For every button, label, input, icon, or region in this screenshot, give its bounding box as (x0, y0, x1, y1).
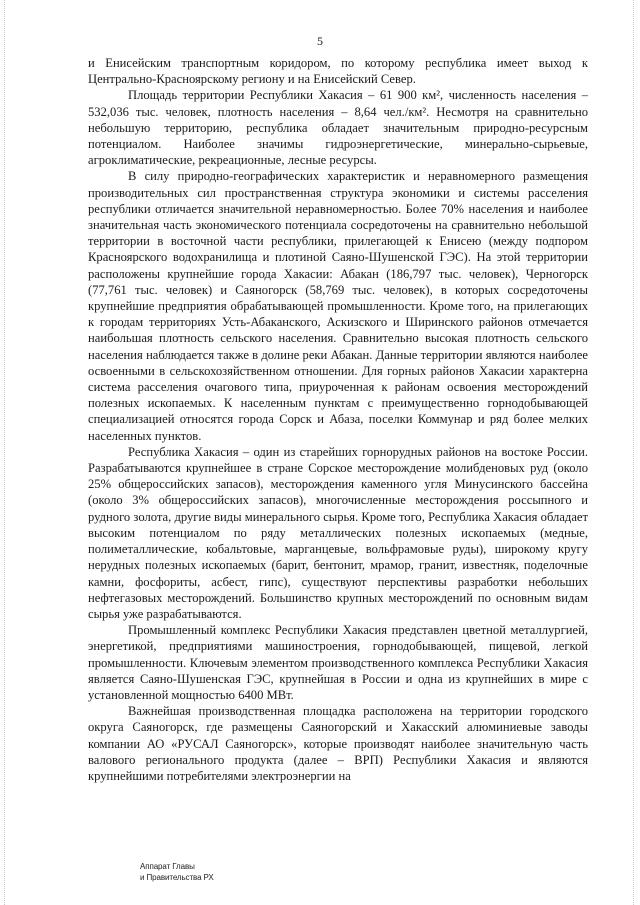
paragraph-1: и Енисейским транспортным коридором, по которому республика имеет выход к Центрально-Красноярскому региону и на Енисейский Север. (88, 56, 588, 87)
footer-stamp (140, 861, 214, 883)
document-body (88, 55, 588, 784)
scan-edge-left (4, 0, 5, 905)
paragraph-2: Площадь территории Республики Хакасия – 61 900 км², численность населения – 532,036 тыс. человек, плотность населения – 8,64 чел./км². Несмотря на сравнительно небольшую территорию, республика обладает значительным природно-ресурсным потенциалом. Наиболее значимы гидроэнергетические, минерально-сырьевые, агроклиматические, рекреационные, лесные ресурсы. (88, 88, 588, 168)
stamp-line-1: Аппарат Главы (140, 862, 195, 871)
page-number: 5 (317, 34, 323, 48)
paragraph-4: Республика Хакасия – один из старейших горнорудных районов на востоке России. Разрабатываются крупнейшее в стране Сорское месторождение молибденовых руд (около 25% общероссийских запасов), месторождения каменного угля Минусинского бассейна (около 3% общероссийских запасов), многочисленные месторождения россыпного и рудного золота, другие виды минерального сырья. Кроме того, Республика Хакасия обладает высоким потенциалом по ряду металлических полезных ископаемых (медные, полиметаллические, кобальтовые, марганцевые, вольфрамовые руды), широкому кругу нерудных полезных ископаемых (барит, бентонит, мрамор, гранит, известняк, поделочные камни, фосфориты, асбест, гипс), существуют перспективы разработки небольших нефтегазовых месторождений. Большинство крупных месторождений по основным видам сырья уже разрабатываются. (88, 444, 588, 621)
paragraph-5: Промышленный комплекс Республики Хакасия представлен цветной металлургией, энергетикой, предприятиями машиностроения, горнодобывающей, пищевой, легкой промышленности. Ключевым элементом производственного комплекса Республики Хакасия является Саяно-Шушенская ГЭС, крупнейшая в России и одна из крупнейших в мире с установленной мощностью 6400 МВт. (88, 623, 588, 702)
scan-edge-right (633, 0, 634, 905)
stamp-line-2: и Правительства РХ (140, 873, 214, 882)
paragraph-3: В силу природно-географических характеристик и неравномерного размещения производительных сил пространственная структура экономики и системы расселения республики отличается значительной неравномерностью. Более 70% населения и наиболее значительная часть экономического потенциала сосредоточены на сравнительно небольшой территории в восточной части республики, прилегающей к Енисею (между подпором Красноярского водохранилища и плотиной Саяно-Шушенской ГЭС). На этой территории расположены крупнейшие города Хакасии: Абакан (186,797 тыс. человек), Черногорск (77,761 тыс. человек) и Саяногорск (58,769 тыс. человек), в которых сосредоточены крупнейшие предприятия обрабатывающей промышленности. Кроме того, на прилегающих к городам территориях Усть-Абаканского, Аскизского и Ширинского районов отмечается наибольшая плотность сельского населения. Сравнительно высокая плотность сельского населения наблюдается также в долине реки Абакан. Данные территории являются наиболее освоенными в сельскохозяйственном отношении. Для горных районов Хакасии характерна система расселения очагового типа, приуроченная к районам освоения месторождений полезных ископаемых. К населенным пунктам с преимущественно горнодобывающей специализацией относятся города Сорск и Абаза, поселки Коммунар и ряд более мелких населенных пунктов. (88, 169, 588, 443)
paragraph-6: Важнейшая производственная площадка расположена на территории городского округа Саяногорск, где размещены Саяногорский и Хакасский алюминиевые заводы компании АО «РУСАЛ Саяногорск», которые производят наиболее значительную часть валового регионального продукта (далее – ВРП) Республики Хакасия и являются крупнейшими потребителями электроэнергии на (88, 704, 588, 783)
